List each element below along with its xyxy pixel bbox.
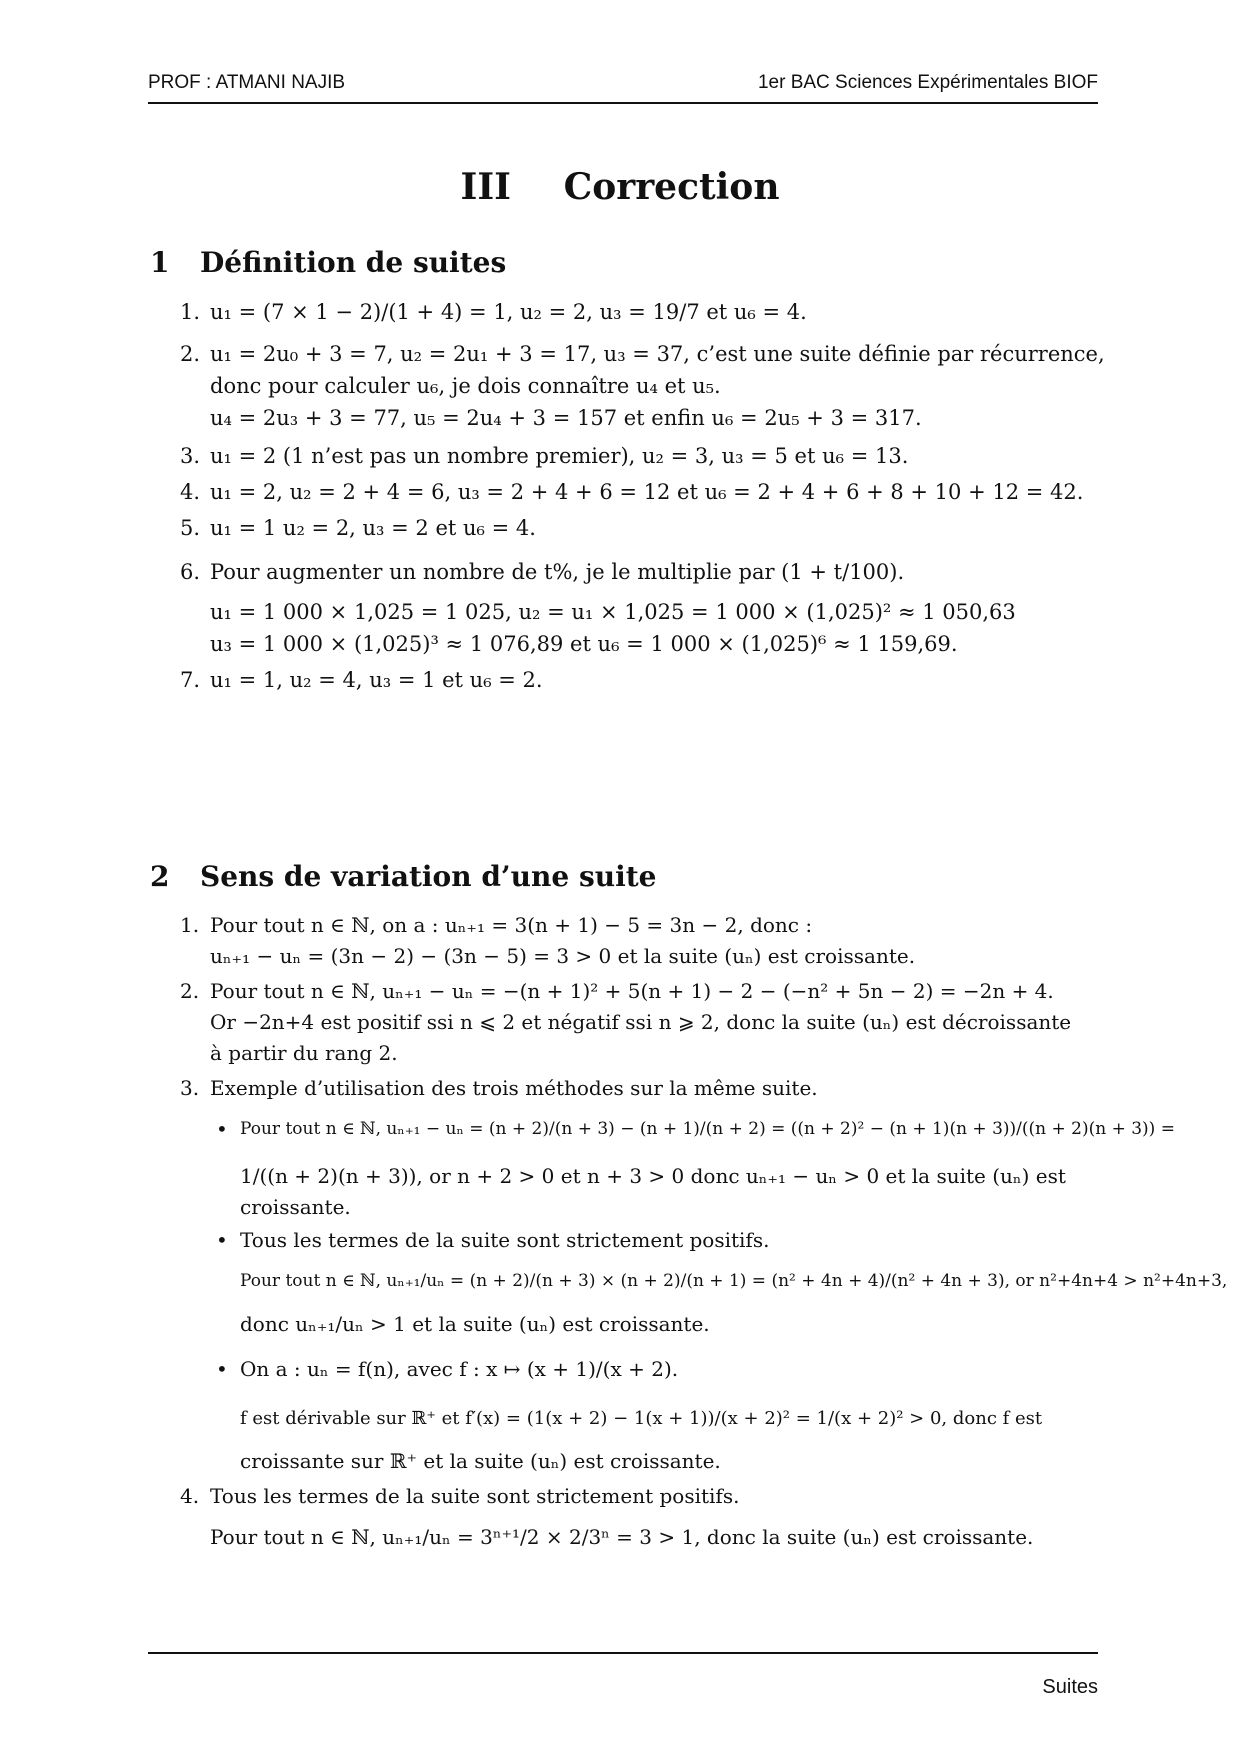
- item-line: Pour tout n ∈ ℕ, uₙ₊₁/uₙ = 3ⁿ⁺¹/2 × 2/3ⁿ = 3 > 1, donc la suite (uₙ) est croissante.: [210, 1525, 1034, 1549]
- bullet-icon: •: [216, 1117, 228, 1141]
- item-number: 1.: [180, 913, 200, 937]
- item-line: à partir du rang 2.: [210, 1041, 398, 1065]
- item-line: Pour augmenter un nombre de t%, je le multiplie par (1 + t/100).: [210, 560, 905, 584]
- item-number: 3.: [180, 1076, 200, 1100]
- item-line: Pour tout n ∈ ℕ, on a : uₙ₊₁ = 3(n + 1) − 5 = 3n − 2, donc :: [210, 913, 813, 937]
- section-2-heading: [150, 860, 656, 893]
- list-item: [180, 512, 1098, 544]
- list-item: [180, 440, 1098, 472]
- item-line: donc uₙ₊₁/uₙ > 1 et la suite (uₙ) est croissante.: [240, 1312, 710, 1336]
- item-line: u₃ = 1 000 × (1,025)³ ≈ 1 076,89 et u₆ = 1 000 × (1,025)⁶ ≈ 1 159,69.: [210, 632, 958, 656]
- item-line: f est dérivable sur ℝ⁺ et f′(x) = (1(x + 2) − 1(x + 1))/(x + 2)² = 1/(x + 2)² > 0, donc f est: [240, 1408, 1043, 1429]
- item-line: u₄ = 2u₃ + 3 = 77, u₅ = 2u₄ + 3 = 157 et enfin u₆ = 2u₅ + 3 = 317.: [210, 406, 922, 430]
- item-line: u₁ = (7 × 1 − 2)/(1 + 4) = 1, u₂ = 2, u₃ = 19/7 et u₆ = 4.: [210, 300, 807, 324]
- list-item: [180, 664, 1098, 696]
- item-line: Pour tout n ∈ ℕ, uₙ₊₁/uₙ = (n + 2)/(n + 3) × (n + 2)/(n + 1) = (n² + 4n + 4)/(n² + 4n + 3), or n²+4n+4 > n²+4n+3,: [240, 1271, 1228, 1291]
- item-line: Tous les termes de la suite sont strictement positifs.: [240, 1228, 770, 1252]
- item-number: 5.: [180, 516, 201, 540]
- list-item: [180, 976, 1098, 1069]
- section-2-list: [180, 910, 1228, 1553]
- section-2-number: 2: [150, 860, 170, 893]
- bullet-item: [210, 1225, 1228, 1340]
- item-line: u₁ = 2u₀ + 3 = 7, u₂ = 2u₁ + 3 = 17, u₃ = 37, c’est une suite définie par récurrence,: [210, 342, 1105, 366]
- bullet-icon: •: [216, 1357, 228, 1381]
- item-number: 7.: [180, 668, 201, 692]
- title-text: Correction: [563, 166, 780, 208]
- title-number: III: [460, 166, 512, 208]
- item-line: 1/((n + 2)(n + 3)), or n + 2 > 0 et n + 3 > 0 donc uₙ₊₁ − uₙ > 0 et la suite (uₙ) est: [240, 1164, 1066, 1188]
- item-line: Pour tout n ∈ ℕ, uₙ₊₁ − uₙ = (n + 2)/(n + 3) − (n + 1)/(n + 2) = ((n + 2)² − (n + 1)(n + 3))/((n + 2)(n + 3)) =: [240, 1119, 1175, 1139]
- list-item: [180, 1481, 1098, 1553]
- bullet-item: [210, 1354, 1098, 1477]
- item-line: u₁ = 1 u₂ = 2, u₃ = 2 et u₆ = 4.: [210, 516, 536, 540]
- item-number: 1.: [180, 300, 201, 324]
- bullet-item: [210, 1114, 1175, 1223]
- item-number: 4.: [180, 1484, 200, 1508]
- item-line: u₁ = 1 000 × 1,025 = 1 025, u₂ = u₁ × 1,025 = 1 000 × (1,025)² ≈ 1 050,63: [210, 600, 1016, 624]
- item-number: 3.: [180, 444, 201, 468]
- item-number: 2.: [180, 979, 200, 1003]
- section-1-heading: [150, 246, 506, 279]
- item-number: 6.: [180, 560, 201, 584]
- item-line: On a : uₙ = f(n), avec f : x ↦ (x + 1)/(x + 2).: [240, 1357, 679, 1381]
- item-number: 2.: [180, 342, 201, 366]
- page-header: [148, 70, 1098, 104]
- list-item: [180, 1073, 1228, 1477]
- page-title: [0, 166, 1240, 208]
- item-line: u₁ = 1, u₂ = 4, u₃ = 1 et u₆ = 2.: [210, 668, 543, 692]
- item-line: u₁ = 2, u₂ = 2 + 4 = 6, u₃ = 2 + 4 + 6 = 12 et u₆ = 2 + 4 + 6 + 8 + 10 + 12 = 42.: [210, 480, 1084, 504]
- item-line: u₁ = 2 (1 n’est pas un nombre premier), u₂ = 3, u₃ = 5 et u₆ = 13.: [210, 444, 909, 468]
- header-right: 1er BAC Sciences Expérimentales BIOF: [757, 72, 1098, 93]
- header-left: PROF : ATMANI NAJIB: [148, 72, 346, 93]
- section-2-title: Sens de variation d’une suite: [200, 860, 657, 893]
- list-item: [180, 338, 1105, 434]
- section-1-number: 1: [150, 246, 170, 279]
- footer-right: Suites: [1042, 1676, 1098, 1698]
- page-footer: [148, 1652, 1098, 1698]
- item-line: uₙ₊₁ − uₙ = (3n − 2) − (3n − 5) = 3 > 0 et la suite (uₙ) est croissante.: [210, 944, 916, 968]
- list-item: [180, 556, 1098, 660]
- item-line: croissante sur ℝ⁺ et la suite (uₙ) est croissante.: [240, 1449, 721, 1473]
- list-item: [180, 476, 1098, 508]
- item-line: Or −2n+4 est positif ssi n ⩽ 2 et négatif ssi n ⩾ 2, donc la suite (uₙ) est décroissante: [210, 1010, 1072, 1034]
- item-line: Tous les termes de la suite sont strictement positifs.: [210, 1484, 740, 1508]
- list-item: [180, 296, 1098, 328]
- item-line: croissante.: [240, 1195, 351, 1219]
- section-1-title: Définition de suites: [200, 246, 507, 279]
- bullet-icon: •: [216, 1228, 228, 1252]
- item-number: 4.: [180, 480, 201, 504]
- item-line: donc pour calculer u₆, je dois connaître u₄ et u₅.: [210, 374, 721, 398]
- list-item: [180, 910, 1098, 972]
- item-line: Pour tout n ∈ ℕ, uₙ₊₁ − uₙ = −(n + 1)² + 5(n + 1) − 2 − (−n² + 5n − 2) = −2n + 4.: [210, 979, 1054, 1003]
- item-line: Exemple d’utilisation des trois méthodes sur la même suite.: [210, 1076, 818, 1100]
- section-1-list: [180, 294, 1105, 696]
